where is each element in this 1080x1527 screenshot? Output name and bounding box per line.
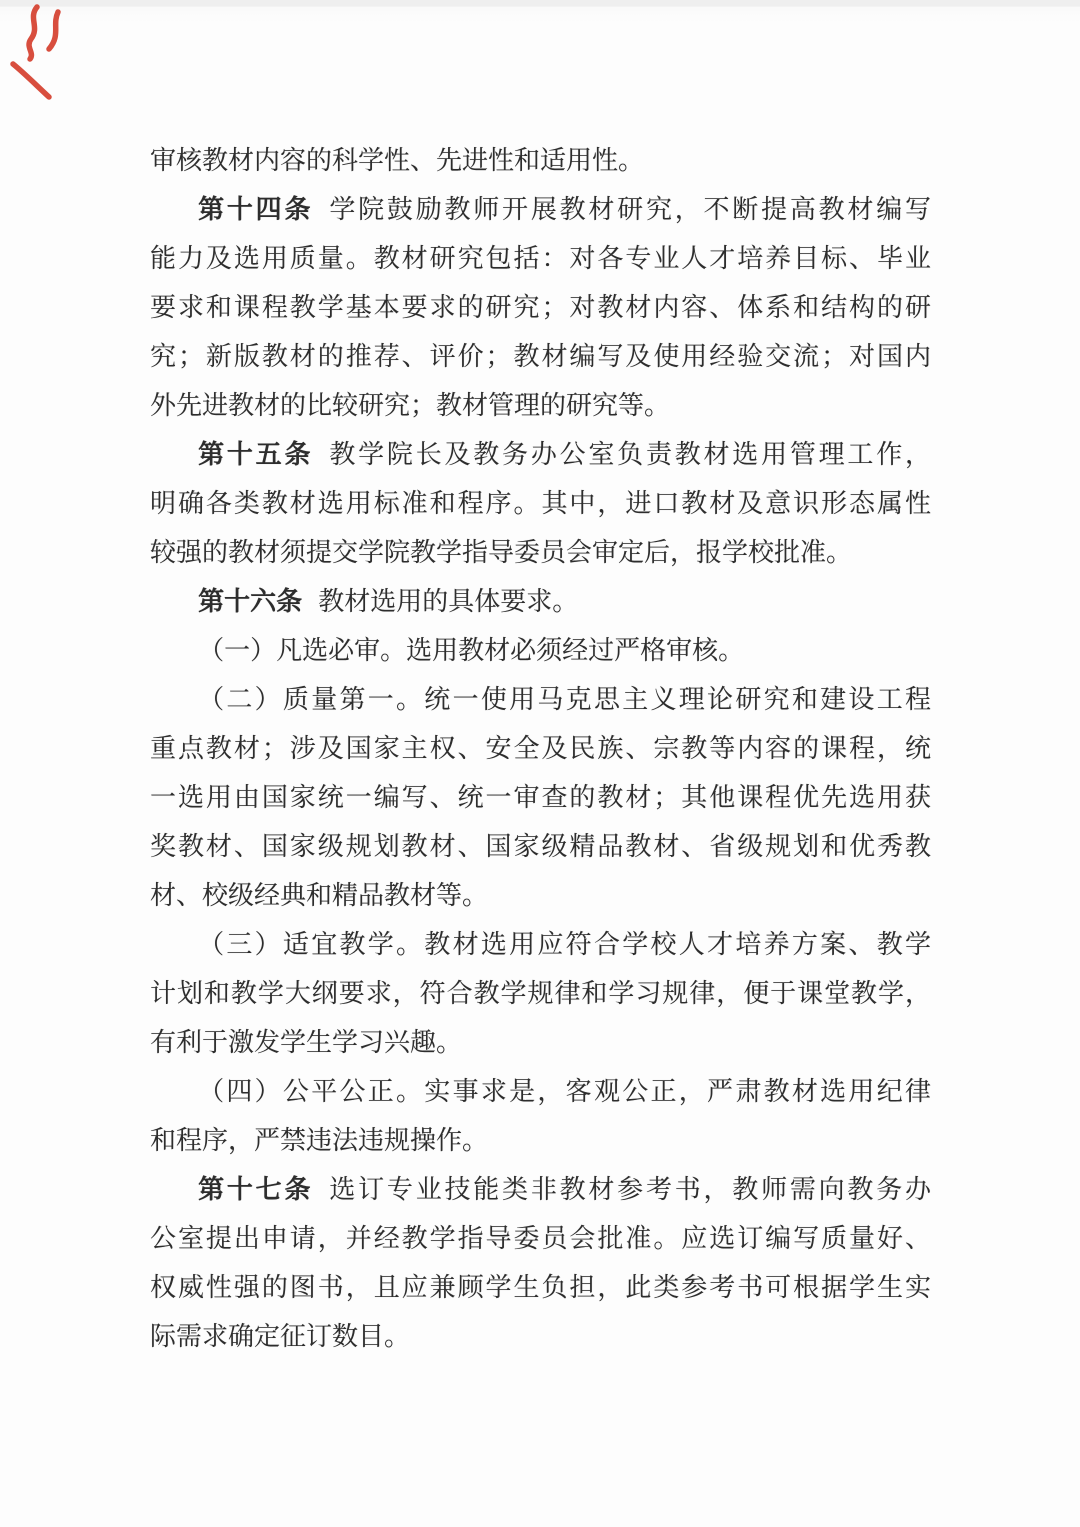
document-body — [150, 136, 931, 1361]
line-text: （三）适宜教学。教材选用应符合学校人才培养方案、教学 — [198, 930, 931, 959]
text-line — [150, 332, 931, 381]
text-line — [150, 626, 931, 675]
text-line — [150, 1312, 931, 1361]
line-text: 奖教材、国家级规划教材、国家级精品教材、省级规划和优秀教 — [150, 832, 931, 861]
line-text: 公室提出申请，并经教学指导委员会批准。应选订编写质量好、 — [150, 1224, 931, 1253]
text-line — [150, 724, 931, 773]
line-text: 计划和教学大纲要求，符合教学规律和学习规律，便于课堂教学， — [150, 979, 931, 1008]
text-line — [150, 675, 931, 724]
text-line — [150, 822, 931, 871]
text-line — [150, 1116, 931, 1165]
line-text: 能力及选用质量。教材研究包括：对各专业人才培养目标、毕业 — [150, 244, 931, 273]
line-text: （一）凡选必审。选用教材必须经过严格审核。 — [198, 636, 745, 665]
text-line — [150, 871, 931, 920]
text-line — [150, 234, 931, 283]
line-text: 学院鼓励教师开展教材研究，不断提高教材编写 — [329, 195, 931, 224]
text-line — [150, 381, 931, 430]
line-text: （四）公平公正。实事求是，客观公正，严肃教材选用纪律 — [198, 1077, 931, 1106]
text-line — [150, 1165, 931, 1214]
line-text: 一选用由国家统一编写、统一审查的教材；其他课程优先选用获 — [150, 783, 931, 812]
top-edge-strip — [0, 0, 1080, 7]
line-text: （二）质量第一。统一使用马克思主义理论研究和建设工程 — [198, 685, 931, 714]
article-number-label: 第十七条 — [198, 1175, 314, 1204]
text-line — [150, 1067, 931, 1116]
text-line — [150, 185, 931, 234]
top-edge-shadow — [0, 7, 1080, 23]
text-line — [150, 969, 931, 1018]
line-text: 重点教材；涉及国家主权、安全及民族、宗教等内容的课程，统 — [150, 734, 931, 763]
line-text: 明确各类教材选用标准和程序。其中，进口教材及意识形态属性 — [150, 489, 931, 518]
text-line — [150, 283, 931, 332]
line-text: 究；新版教材的推荐、评价；教材编写及使用经验交流；对国内 — [150, 342, 931, 371]
text-line — [150, 430, 931, 479]
text-line — [150, 577, 931, 626]
line-text: 较强的教材须提交学院教学指导委员会审定后，报学校批准。 — [150, 538, 853, 567]
line-text: 外先进教材的比较研究；教材管理的研究等。 — [150, 391, 671, 420]
text-line — [150, 479, 931, 528]
article-number-label: 第十四条 — [198, 195, 314, 224]
line-text: 和程序，严禁违法违规操作。 — [150, 1126, 489, 1155]
line-text: 要求和课程教学基本要求的研究；对教材内容、体系和结构的研 — [150, 293, 931, 322]
text-line — [150, 528, 931, 577]
text-line — [150, 920, 931, 969]
line-text: 教材选用的具体要求。 — [318, 587, 579, 616]
text-line — [150, 1214, 931, 1263]
red-pen-mark-icon — [4, 2, 92, 114]
line-text: 际需求确定征订数目。 — [150, 1322, 411, 1351]
text-line — [150, 136, 931, 185]
line-text: 材、校级经典和精品教材等。 — [150, 881, 489, 910]
text-line — [150, 1263, 931, 1312]
line-text: 教学院长及教务办公室负责教材选用管理工作， — [329, 440, 931, 469]
text-line — [150, 773, 931, 822]
line-text: 权威性强的图书，且应兼顾学生负担，此类参考书可根据学生实 — [150, 1273, 931, 1302]
article-number-label: 第十五条 — [198, 440, 314, 469]
article-number-label: 第十六条 — [198, 587, 303, 616]
line-text: 审核教材内容的科学性、先进性和适用性。 — [150, 146, 645, 175]
line-text: 有利于激发学生学习兴趣。 — [150, 1028, 463, 1057]
text-line — [150, 1018, 931, 1067]
line-text: 选订专业技能类非教材参考书，教师需向教务办 — [329, 1175, 931, 1204]
